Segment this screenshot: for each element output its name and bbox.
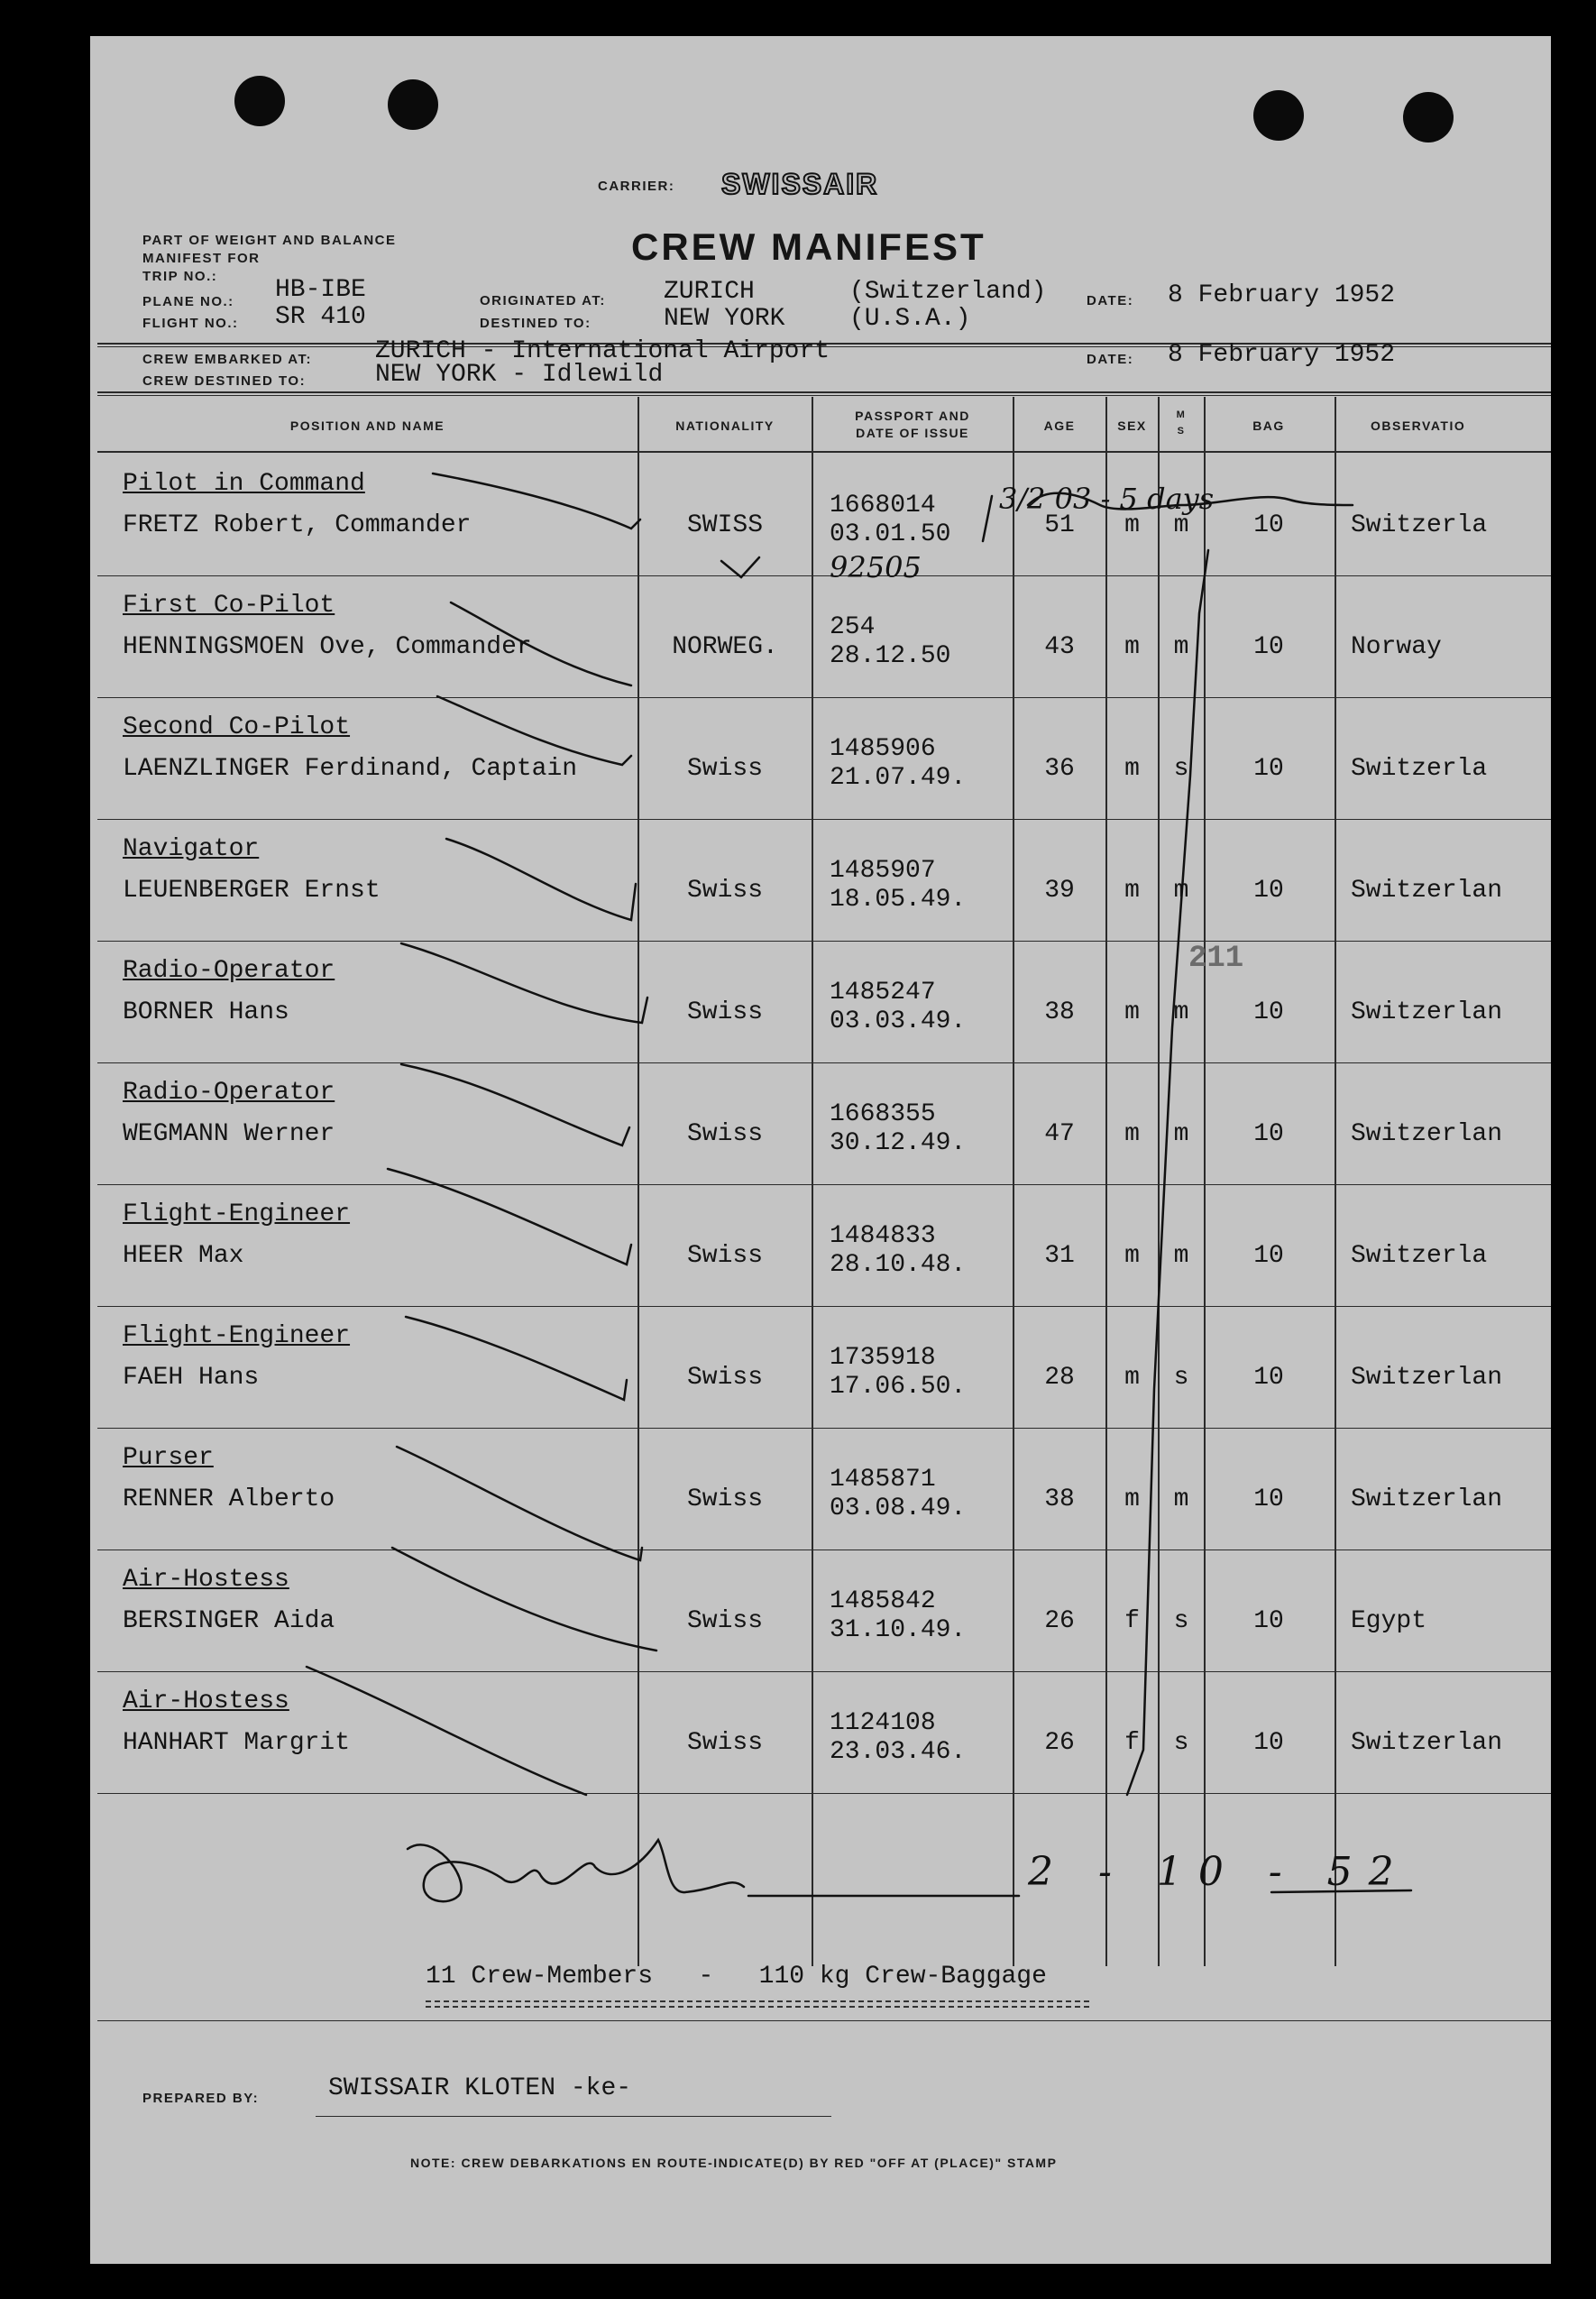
trip-label: TRIP NO.:	[142, 269, 218, 284]
crew-name: HANHART Margrit	[123, 1729, 351, 1757]
crew-name: FRETZ Robert, Commander	[123, 511, 472, 539]
col-observation: OBSERVATIO	[1371, 418, 1466, 433]
part-label-2: MANIFEST FOR	[142, 251, 261, 266]
observation-cell: Switzerlan	[1351, 1485, 1503, 1513]
row-rule	[97, 1306, 1551, 1307]
table-row	[90, 1308, 1551, 1430]
observation-cell: Switzerlan	[1351, 1120, 1503, 1148]
bag-cell: 10	[1253, 1729, 1284, 1757]
plane-label: PLANE NO.:	[142, 294, 234, 309]
table-row	[90, 821, 1551, 943]
carrier-label: CARRIER:	[598, 179, 675, 194]
bag-cell: 10	[1253, 755, 1284, 783]
position-label: Air-Hostess	[123, 1566, 289, 1594]
table-top-rule	[97, 391, 1551, 393]
issue-date: 18.05.49.	[830, 886, 967, 914]
bag-cell: 10	[1253, 1607, 1284, 1635]
sex-cell: m	[1124, 511, 1140, 539]
crew-summary: 11 Crew-Members - 110 kg Crew-Baggage	[426, 1963, 1047, 1991]
table-top-rule	[97, 395, 1551, 396]
observation-cell: Switzerlan	[1351, 1364, 1503, 1392]
nationality-cell: Swiss	[686, 877, 763, 905]
punch-hole	[1253, 90, 1304, 141]
row-rule	[97, 1062, 1551, 1063]
originated-country: (Switzerland)	[849, 278, 1047, 306]
table-row	[90, 577, 1551, 700]
observation-cell: Egypt	[1351, 1607, 1427, 1635]
bag-cell: 10	[1253, 1120, 1284, 1148]
issue-date: 31.10.49.	[830, 1616, 967, 1644]
age-cell: 38	[1044, 1485, 1075, 1513]
sex-cell: f	[1124, 1729, 1140, 1757]
age-cell: 38	[1044, 998, 1075, 1026]
crew-name: HENNINGSMOEN Ove, Commander	[123, 633, 532, 661]
row-rule	[97, 819, 1551, 820]
position-label: Navigator	[123, 835, 260, 863]
issue-date: 17.06.50.	[830, 1373, 967, 1401]
marital-status-cell: s	[1173, 1607, 1189, 1635]
row-rule	[97, 1184, 1551, 1185]
passport-number: 1124108	[830, 1709, 936, 1737]
row-rule	[97, 575, 1551, 576]
prepared-label: PREPARED BY:	[142, 2091, 260, 2106]
col-ms-2: S	[1177, 426, 1186, 437]
passport-number: 1484833	[830, 1222, 936, 1250]
issue-date: 03.03.49.	[830, 1007, 967, 1035]
bag-cell: 10	[1253, 1242, 1284, 1270]
observation-cell: Switzerlan	[1351, 998, 1503, 1026]
footer-rule	[97, 2020, 1551, 2021]
sex-cell: f	[1124, 1607, 1140, 1635]
age-cell: 26	[1044, 1607, 1075, 1635]
prepared-underline	[316, 2116, 831, 2117]
marital-status-cell: s	[1173, 1364, 1189, 1392]
table-row	[90, 1673, 1551, 1796]
passport-number: 1735918	[830, 1344, 936, 1372]
issue-date: 30.12.49.	[830, 1129, 967, 1157]
observation-cell: Switzerlan	[1351, 877, 1503, 905]
destined-country: (U.S.A.)	[849, 305, 971, 333]
col-sex: SEX	[1117, 418, 1147, 433]
position-label: Purser	[123, 1444, 214, 1472]
page-title: CREW MANIFEST	[631, 225, 986, 268]
issue-date: 28.10.48.	[830, 1251, 967, 1279]
age-cell: 36	[1044, 755, 1075, 783]
position-label: Air-Hostess	[123, 1687, 289, 1715]
row-rule	[97, 1428, 1551, 1429]
table-row	[90, 1551, 1551, 1674]
flight-label: FLIGHT NO.:	[142, 316, 239, 331]
destined-label: DESTINED TO:	[480, 316, 592, 331]
age-cell: 43	[1044, 633, 1075, 661]
crew-name: BERSINGER Aida	[123, 1607, 335, 1635]
crew-destined-label: CREW DESTINED TO:	[142, 373, 307, 389]
marital-status-cell: m	[1173, 511, 1189, 539]
manifest-date: 8 February 1952	[1168, 281, 1396, 309]
position-label: Radio-Operator	[123, 1079, 335, 1107]
passport-number: 1485842	[830, 1587, 936, 1615]
marital-status-cell: m	[1173, 633, 1189, 661]
stamp-number: 211	[1188, 942, 1244, 976]
issue-date: 03.01.50	[830, 520, 951, 548]
bag-cell: 10	[1253, 998, 1284, 1026]
observation-cell: Switzerla	[1351, 1242, 1488, 1270]
punch-hole	[1403, 92, 1454, 143]
crew-name: WEGMANN Werner	[123, 1120, 335, 1148]
age-cell: 39	[1044, 877, 1075, 905]
marital-status-cell: m	[1173, 877, 1189, 905]
col-nationality: NATIONALITY	[675, 418, 775, 433]
handwritten-number: 92505	[830, 550, 922, 584]
age-cell: 51	[1044, 511, 1075, 539]
sex-cell: m	[1124, 998, 1140, 1026]
nationality-cell: Swiss	[686, 1364, 763, 1392]
crew-name: HEER Max	[123, 1242, 244, 1270]
destined-city: NEW YORK	[664, 305, 785, 333]
nationality-cell: Swiss	[686, 1242, 763, 1270]
table-row	[90, 1064, 1551, 1187]
position-label: Pilot in Command	[123, 470, 365, 498]
age-cell: 28	[1044, 1364, 1075, 1392]
nationality-cell: SWISS	[686, 511, 763, 539]
observation-cell: Switzerla	[1351, 511, 1488, 539]
observation-cell: Switzerlan	[1351, 1729, 1503, 1757]
age-cell: 26	[1044, 1729, 1075, 1757]
table-row	[90, 455, 1551, 578]
passport-number: 254	[830, 613, 876, 641]
originated-label: ORIGINATED AT:	[480, 293, 606, 308]
manifest-sheet	[90, 36, 1551, 2264]
passport-number: 1485871	[830, 1466, 936, 1494]
position-label: Flight-Engineer	[123, 1322, 351, 1350]
crew-name: RENNER Alberto	[123, 1485, 335, 1513]
passport-number: 1485247	[830, 979, 936, 1007]
embark-date: 8 February 1952	[1168, 341, 1396, 369]
col-passport-1: PASSPORT AND	[855, 409, 970, 423]
crew-name: LAENZLINGER Ferdinand, Captain	[123, 755, 578, 783]
issue-date: 28.12.50	[830, 642, 951, 670]
marital-status-cell: s	[1173, 755, 1189, 783]
row-rule	[97, 1793, 1551, 1794]
footer-note: NOTE: CREW DEBARKATIONS EN ROUTE-INDICATE(D) BY RED "OFF AT (PLACE)" STAMP	[410, 2156, 1058, 2170]
position-label: First Co-Pilot	[123, 592, 335, 620]
carrier-logo: SWISSAIR	[721, 168, 879, 200]
nationality-cell: Swiss	[686, 1607, 763, 1635]
position-label: Second Co-Pilot	[123, 713, 351, 741]
nationality-cell: Swiss	[686, 998, 763, 1026]
issue-date: 23.03.46.	[830, 1738, 967, 1766]
col-ms-1: M	[1176, 409, 1187, 420]
nationality-cell: Swiss	[686, 1729, 763, 1757]
sex-cell: m	[1124, 877, 1140, 905]
sex-cell: m	[1124, 1242, 1140, 1270]
age-cell: 31	[1044, 1242, 1075, 1270]
sex-cell: m	[1124, 1485, 1140, 1513]
table-row	[90, 1186, 1551, 1309]
bag-cell: 10	[1253, 877, 1284, 905]
crew-name: LEUENBERGER Ernst	[123, 877, 381, 905]
bag-cell: 10	[1253, 511, 1284, 539]
marital-status-cell: s	[1173, 1729, 1189, 1757]
bag-cell: 10	[1253, 1364, 1284, 1392]
col-age: AGE	[1043, 418, 1076, 433]
summary-double-rule	[426, 2000, 1089, 2008]
punch-hole	[234, 76, 285, 126]
table-header-rule	[97, 451, 1551, 453]
passport-number: 1485907	[830, 857, 936, 885]
position-label: Flight-Engineer	[123, 1200, 351, 1228]
sex-cell: m	[1124, 755, 1140, 783]
table-row	[90, 943, 1551, 1065]
marital-status-cell: m	[1173, 1485, 1189, 1513]
issue-date: 21.07.49.	[830, 764, 967, 792]
signature-scribble	[408, 1840, 744, 1901]
punch-hole	[388, 79, 438, 130]
bag-cell: 10	[1253, 1485, 1284, 1513]
signature-date: 2 - 10 - 52	[1028, 1849, 1410, 1895]
sex-cell: m	[1124, 1120, 1140, 1148]
handwritten-top-note: 3/2 03 - 5 days	[999, 482, 1215, 516]
row-rule	[97, 697, 1551, 698]
observation-cell: Norway	[1351, 633, 1442, 661]
sex-cell: m	[1124, 633, 1140, 661]
embarked-at: ZURICH - International Airport	[375, 337, 830, 365]
crew-name: BORNER Hans	[123, 998, 289, 1026]
passport-number: 1668355	[830, 1100, 936, 1128]
crew-destined-to: NEW YORK - Idlewild	[375, 361, 664, 389]
age-cell: 47	[1044, 1120, 1075, 1148]
col-passport-2: DATE OF ISSUE	[856, 426, 969, 440]
passport-number: 1668014	[830, 492, 936, 520]
passport-number: 1485906	[830, 735, 936, 763]
col-position-name: POSITION AND NAME	[289, 418, 445, 433]
flight-number: SR 410	[275, 303, 366, 331]
col-bag: BAG	[1252, 418, 1285, 433]
plane-number: HB-IBE	[275, 276, 366, 304]
position-label: Radio-Operator	[123, 957, 335, 985]
sex-cell: m	[1124, 1364, 1140, 1392]
part-label-1: PART OF WEIGHT AND BALANCE	[142, 233, 397, 248]
marital-status-cell: m	[1173, 998, 1189, 1026]
originated-city: ZURICH	[664, 278, 755, 306]
embarked-label: CREW EMBARKED AT:	[142, 352, 312, 367]
nationality-cell: Swiss	[686, 755, 763, 783]
crew-name: FAEH Hans	[123, 1364, 260, 1392]
nationality-cell: NORWEG.	[672, 633, 778, 661]
table-row	[90, 699, 1551, 822]
table-row	[90, 1430, 1551, 1552]
prepared-by: SWISSAIR KLOTEN -ke-	[328, 2074, 632, 2102]
observation-cell: Switzerla	[1351, 755, 1488, 783]
nationality-cell: Swiss	[686, 1120, 763, 1148]
marital-status-cell: m	[1173, 1120, 1189, 1148]
marital-status-cell: m	[1173, 1242, 1189, 1270]
date-label: DATE:	[1087, 293, 1134, 308]
row-rule	[97, 1671, 1551, 1672]
row-rule	[97, 941, 1551, 942]
nationality-cell: Swiss	[686, 1485, 763, 1513]
date2-label: DATE:	[1087, 352, 1134, 367]
issue-date: 03.08.49.	[830, 1494, 967, 1522]
bag-cell: 10	[1253, 633, 1284, 661]
